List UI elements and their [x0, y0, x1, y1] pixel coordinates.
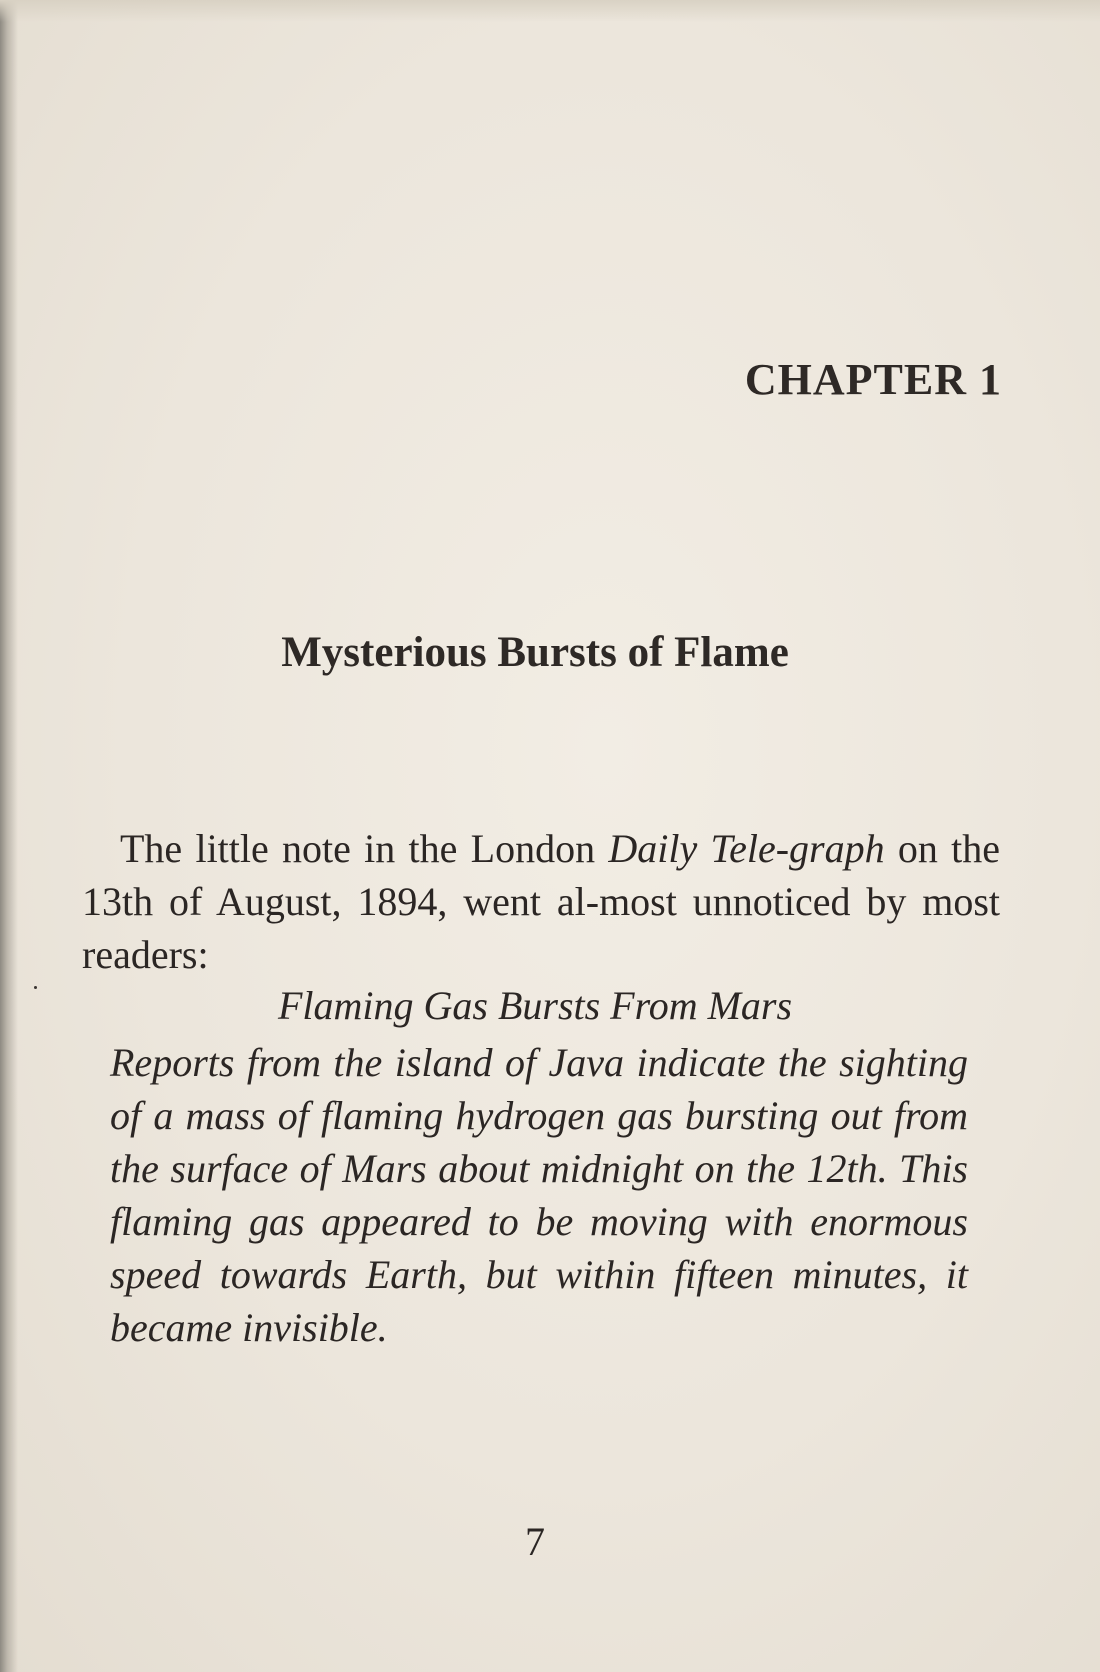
spine-shadow — [0, 0, 18, 1672]
chapter-label: CHAPTER 1 — [744, 355, 1002, 404]
news-headline: Flaming Gas Bursts From Mars — [277, 983, 793, 1028]
body-paragraph — [82, 822, 1000, 981]
chapter-title: Mysterious Bursts of Flame — [281, 629, 789, 676]
news-body: Reports from the island of Java indicate the sighting of a mass of flaming hydrogen gas bursting out from the surface of Mars about midnight on the 12th. This flaming gas appeared to be moving with enormous speed towards Earth, but within fifteen minutes, it became invisible. — [110, 1040, 968, 1350]
page-number: 7 — [525, 1519, 545, 1564]
page-top-edge — [0, 0, 1100, 22]
paragraph-rest: on the 13th of August, 1894, went al-most unnoticed by most readers: — [82, 826, 1000, 977]
publication-name: Daily Tele-graph — [608, 826, 885, 871]
paragraph-intro: The little note in the London — [120, 826, 609, 871]
ink-speck — [34, 986, 37, 989]
